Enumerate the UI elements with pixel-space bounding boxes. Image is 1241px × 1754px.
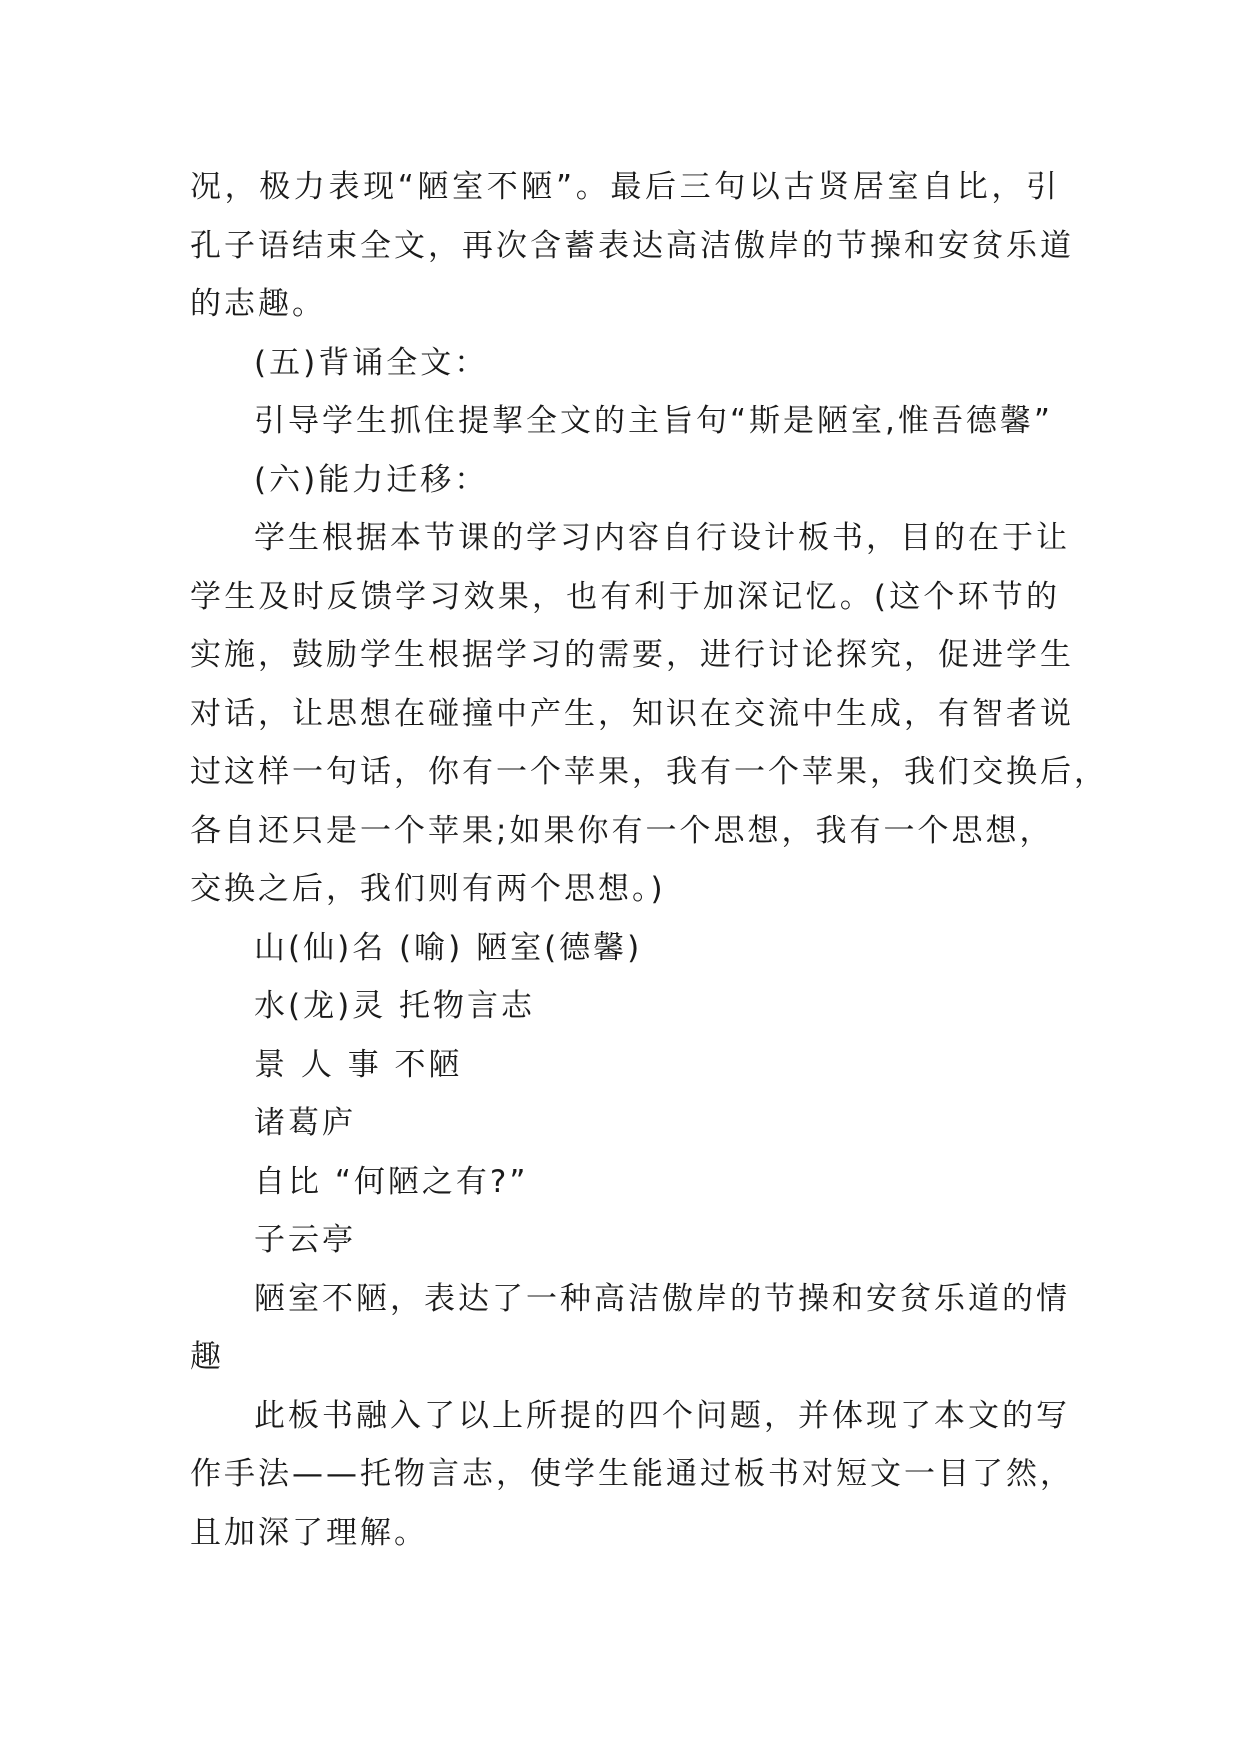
board-line: 诸葛庐 bbox=[254, 1105, 356, 1141]
text-line: 学生及时反馈学习效果，也有利于加深记忆。(这个环节的 bbox=[190, 578, 1060, 615]
text-line: 且加深了理解。 bbox=[190, 1514, 428, 1551]
text-line: 学生根据本节课的学习内容自行设计板书，目的在于让 bbox=[254, 520, 1070, 556]
text-line: 趣 bbox=[190, 1339, 224, 1375]
text-line: 的志趣。 bbox=[190, 286, 326, 322]
section-heading: (六)能力迁移： bbox=[254, 461, 489, 498]
section-heading: (五)背诵全文： bbox=[254, 344, 489, 381]
text-line: 各自还只是一个苹果;如果你有一个思想，我有一个思想， bbox=[190, 812, 1054, 849]
text-line: 况，极力表现“陋室不陋”。最后三句以古贤居室自比，引 bbox=[190, 169, 1060, 205]
text-line: 陋室不陋，表达了一种高洁傲岸的节操和安贫乐道的情 bbox=[254, 1280, 1070, 1317]
text-line: 引导学生抓住提挈全文的主旨句“斯是陋室,惟吾德馨” bbox=[254, 403, 1053, 439]
text-line: 孔子语结束全文，再次含蓄表达高洁傲岸的节操和安贫乐道 bbox=[190, 227, 1074, 264]
text-line: 此板书融入了以上所提的四个问题，并体现了本文的写 bbox=[254, 1397, 1070, 1434]
board-line: 子云亭 bbox=[254, 1222, 356, 1258]
text-line: 作手法——托物言志，使学生能通过板书对短文一目了然， bbox=[190, 1456, 1074, 1492]
text-line: 过这样一句话，你有一个苹果，我有一个苹果，我们交换后， bbox=[190, 754, 1108, 790]
text-line: 交换之后，我们则有两个思想。) bbox=[190, 871, 666, 907]
text-line: 对话，让思想在碰撞中产生，知识在交流中生成，有智者说 bbox=[190, 695, 1074, 732]
board-line: 自比 “何陋之有?” bbox=[254, 1163, 529, 1200]
board-line: 山(仙)名 (喻) 陋室(德馨) bbox=[254, 929, 643, 966]
document-body bbox=[190, 158, 1108, 1562]
board-line: 景 人 事 不陋 bbox=[254, 1046, 463, 1083]
board-line: 水(龙)灵 托物言志 bbox=[254, 988, 536, 1024]
text-line: 实施，鼓励学生根据学习的需要，进行讨论探究，促进学生 bbox=[190, 637, 1074, 673]
